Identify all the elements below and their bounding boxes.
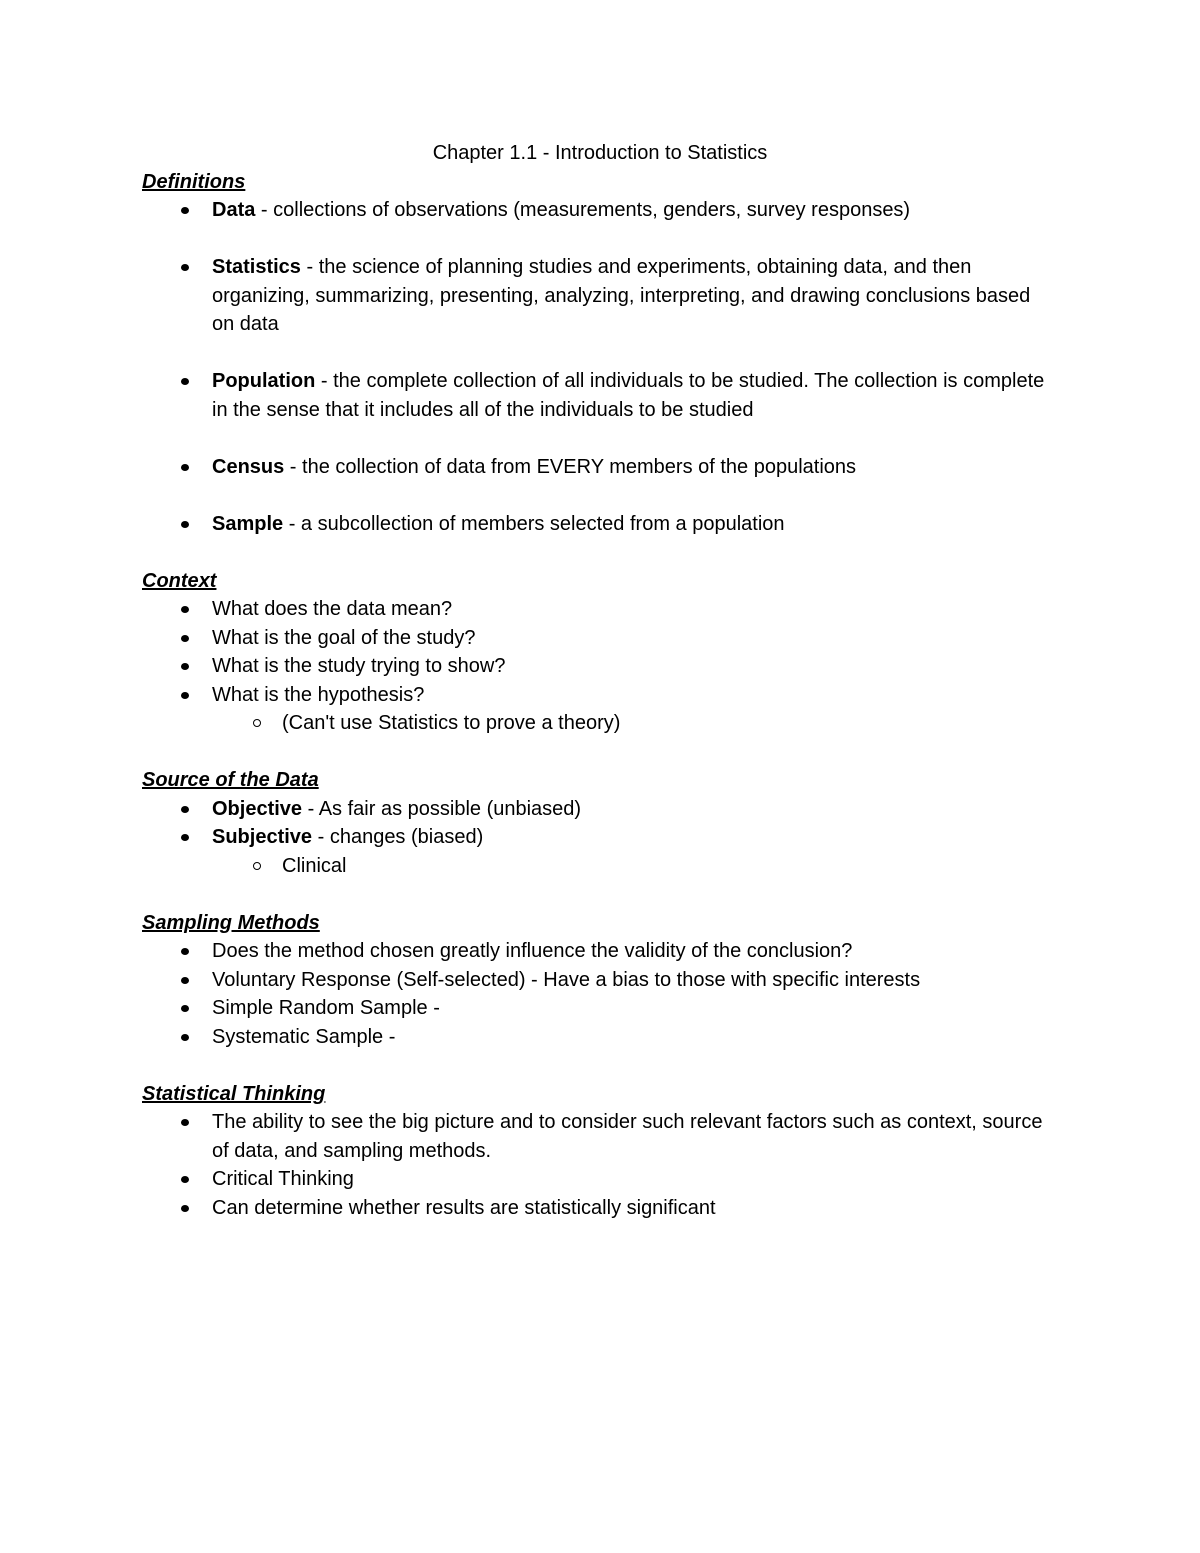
bullet-icon bbox=[181, 977, 189, 984]
list-item bbox=[142, 510, 1058, 539]
list-item-text: Systematic Sample - bbox=[212, 1025, 396, 1048]
bullet-icon bbox=[181, 806, 189, 813]
sub-list-item bbox=[212, 709, 1058, 738]
list-item bbox=[142, 1165, 1058, 1194]
list-item bbox=[142, 1194, 1058, 1223]
bullet-icon bbox=[181, 663, 189, 670]
list-item bbox=[142, 595, 1058, 624]
bullet-icon bbox=[181, 264, 189, 271]
bullet-icon bbox=[181, 948, 189, 955]
list-item-text: What does the data mean? bbox=[212, 598, 453, 620]
bullet-icon bbox=[181, 1034, 189, 1041]
list-item bbox=[142, 937, 1058, 966]
sampling-heading: Sampling Methods bbox=[142, 911, 320, 934]
source-heading: Source of the Data bbox=[142, 769, 319, 791]
list-item bbox=[142, 652, 1058, 681]
source-text: - changes (biased) bbox=[312, 826, 484, 848]
list-item-text: Does the method chosen greatly influence the validity of the conclusion? bbox=[212, 940, 853, 962]
thinking-section bbox=[142, 1080, 1058, 1223]
bullet-icon bbox=[181, 692, 189, 699]
list-item-text: Critical Thinking bbox=[212, 1168, 354, 1190]
list-item-text: Can determine whether results are statistically significant bbox=[212, 1196, 716, 1219]
definition-term: Data bbox=[212, 199, 256, 221]
definition-text: - the collection of data from EVERY members of the populations bbox=[284, 455, 857, 478]
list-item bbox=[142, 367, 1058, 424]
list-item bbox=[142, 453, 1058, 482]
bullet-icon bbox=[181, 378, 189, 385]
source-list bbox=[142, 795, 1058, 881]
bullet-icon bbox=[181, 1005, 189, 1012]
source-text: - As fair as possible (unbiased) bbox=[302, 797, 582, 820]
thinking-heading: Statistical Thinking bbox=[142, 1082, 326, 1105]
definition-term: Sample bbox=[212, 512, 284, 535]
list-item bbox=[142, 681, 1058, 738]
list-item bbox=[142, 966, 1058, 995]
bullet-icon bbox=[181, 207, 189, 214]
list-item-text: What is the goal of the study? bbox=[212, 626, 476, 649]
bullet-icon bbox=[181, 834, 189, 841]
list-item bbox=[142, 795, 1058, 824]
definition-text: - a subcollection of members selected from a population bbox=[283, 512, 785, 535]
bullet-icon bbox=[181, 1176, 189, 1183]
document-page bbox=[142, 139, 1058, 1222]
sub-list-item-text: Clinical bbox=[282, 854, 347, 877]
bullet-icon bbox=[181, 521, 189, 528]
document-title: Chapter 1.1 - Introduction to Statistics bbox=[432, 142, 768, 164]
list-item bbox=[142, 1023, 1058, 1052]
definition-term: Census bbox=[212, 455, 285, 478]
hollow-bullet-icon bbox=[253, 719, 261, 727]
bullet-icon bbox=[181, 1205, 189, 1212]
list-item bbox=[142, 196, 1058, 225]
bullet-icon bbox=[181, 635, 189, 642]
section-gap bbox=[142, 880, 1058, 909]
sampling-list bbox=[142, 937, 1058, 1051]
list-item bbox=[142, 1108, 1058, 1165]
definition-term: Population bbox=[212, 370, 316, 392]
source-term: Objective bbox=[212, 797, 303, 820]
definitions-section bbox=[142, 168, 1058, 539]
bullet-icon bbox=[181, 606, 189, 613]
hollow-bullet-icon bbox=[253, 862, 261, 870]
list-item bbox=[142, 994, 1058, 1023]
list-item bbox=[142, 823, 1058, 880]
list-item-text: What is the hypothesis? bbox=[212, 683, 425, 706]
context-section bbox=[142, 567, 1058, 738]
source-section bbox=[142, 766, 1058, 880]
definitions-heading: Definitions bbox=[142, 170, 246, 193]
context-heading: Context bbox=[142, 569, 217, 592]
source-sub-list bbox=[212, 852, 1058, 881]
source-term: Subjective bbox=[212, 826, 313, 848]
definition-term: Statistics bbox=[212, 256, 301, 278]
list-item-text: Simple Random Sample - bbox=[212, 997, 440, 1019]
thinking-list bbox=[142, 1108, 1058, 1222]
list-item bbox=[142, 624, 1058, 653]
section-gap bbox=[142, 1051, 1058, 1080]
sub-list-item bbox=[212, 852, 1058, 881]
list-item-text: What is the study trying to show? bbox=[212, 655, 506, 677]
context-sub-list bbox=[212, 709, 1058, 738]
list-item-text: Voluntary Response (Self-selected) - Have a bias to those with specific interests bbox=[212, 968, 921, 991]
definition-text: - the science of planning studies and experiments, obtaining data, and then organizing, summarizing, presenting, analyzing, interpreting, and drawing conclusions based on data bbox=[212, 256, 1031, 335]
context-list bbox=[142, 595, 1058, 738]
sampling-section bbox=[142, 909, 1058, 1052]
section-gap bbox=[142, 738, 1058, 767]
definition-text: - the complete collection of all individuals to be studied. The collection is complete in the sense that it includes all of the individuals to be studied bbox=[212, 370, 1045, 421]
definition-text: - collections of observations (measurements, genders, survey responses) bbox=[255, 199, 911, 221]
sub-list-item-text: (Can't use Statistics to prove a theory) bbox=[282, 712, 621, 734]
list-item-text: The ability to see the big picture and to consider such relevant factors such as context, source of data, and sampling methods. bbox=[212, 1111, 1043, 1162]
bullet-icon bbox=[181, 464, 189, 471]
definitions-list bbox=[142, 196, 1058, 538]
list-item bbox=[142, 253, 1058, 339]
bullet-icon bbox=[181, 1119, 189, 1126]
